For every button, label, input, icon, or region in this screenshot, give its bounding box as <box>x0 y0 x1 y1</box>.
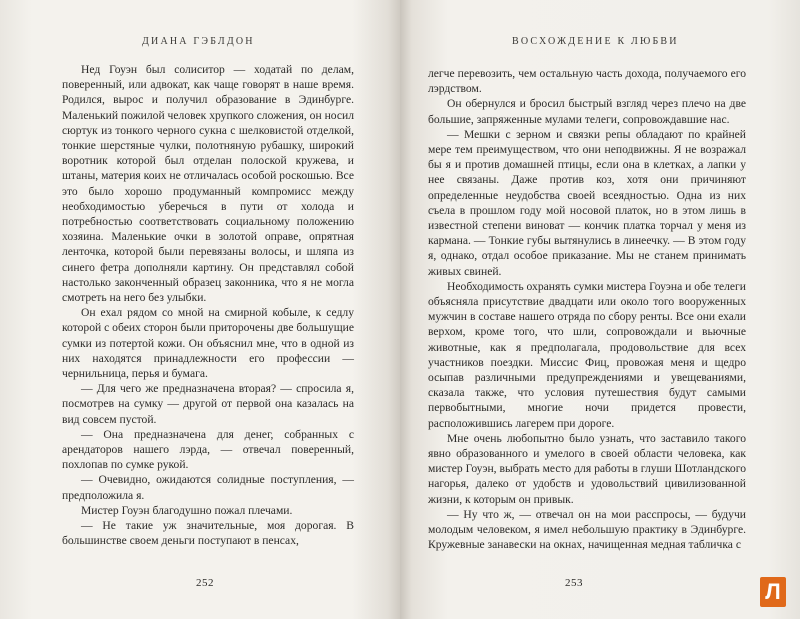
paragraph: Необходимость охранять сумки мистера Гоуэна и обе телеги объясняла присутствие двадцати или около того вооруженных мужчин в составе нашего отряда по сбору ренты. Все они ехали верхом, кроме того, что шли, сопровождали и вьючные животные, как я предполагала, продовольствие для всех участников поездки. Миссис Фиц, провожая меня и щедро осыпав различными предупреждениями и увещеваниями, сказала также, что условия путешествия будут самыми первобытными, многие ночи придется провести, расположившись лагерем при дороге. <box>428 279 746 430</box>
paragraph: — Для чего же предназначена вторая? — спросила я, посмотрев на сумку — другой от первой она казалась на вид совсем пустой. <box>62 382 354 426</box>
left-running-head: ДИАНА ГЭБЛДОН <box>142 36 255 47</box>
paragraph: легче перевозить, чем остальную часть дохода, получаемого его лэрдством. <box>428 67 746 96</box>
right-page <box>400 0 800 619</box>
paragraph: — Ну что ж, — отвечал он на мои расспросы, — будучи молодым человеком, я имел небольшую практику в Эдинбурге. Кружевные занавески на окнах, начищенная медная табличка с <box>428 507 746 552</box>
paragraph: Он ехал рядом со мной на смирной кобыле, к седлу которой с обеих сторон были приторочены две большущие сумки из потертой кожи. Он объяснил мне, что в одной из них находятся принадлежности его профессии — чернильница, перья и бумага. <box>62 306 354 381</box>
paragraph: Нед Гоуэн был солиситор — ходатай по делам, поверенный, или адвокат, как чаще говорят в наше время. Родился, вырос и получил образование в Эдинбурге. Маленький пожилой человек хрупкого сложения, он носил сюртук из тонкого черного сукна с шелковистой отделкой, тонкие шерстяные чулки, полотняную рубашку, широкий воротник которой был отделан полоской кружева, и штаны, материя коих не отличалась особой роскошью. Все это было хорошо продуманный компромисс между необходимостью уберечься в пути от холода и потребностью соответствовать социальному положению хозяина. Маленькие очки в золотой оправе, опрятная ленточка, которой были перевязаны волосы, и шляпа из синего фетра дополняли картину. Он представлял собой настолько законченный образец законника, что я не могла смотреть на него без улыбки. <box>62 63 354 305</box>
paragraph: Мистер Гоуэн благодушно пожал плечами. <box>81 503 293 517</box>
left-page-text <box>62 62 354 549</box>
paragraph: Мне очень любопытно было узнать, что заставило такого явно образованного и умелого в своей области человека, как мистер Гоуэн, выбрать место для работы в глуши Шотландского нагорья, далеко от удобств и удовольствий цивилизованной жизни, к которым он привык. <box>428 431 746 506</box>
left-page-number: 252 <box>196 577 214 589</box>
paragraph: — Очевидно, ожидаются солидные поступления, — предположила я. <box>62 473 354 502</box>
paragraph: — Мешки с зерном и связки репы обладают по крайней мере тем преимуществом, что они неподвижны. Я не возражал бы я и против домашней птицы, если она в клетках, а лапки у нее связаны. Даже против коз, хотя они причиняют определенные неудобства своей всеядностью. Одна из них съела в прошлом году мой носовой платок, но в этом лишь в известной степени виноват — кончик платка торчал у меня из кармана. — Тонкие губы вытянулись в линеечку. — В этом году я, однако, отдал особое приказание. Мы не станем принимать живых свиней. <box>428 127 746 278</box>
right-running-head: ВОСХОЖДЕНИЕ К ЛЮБВИ <box>512 36 679 47</box>
paragraph: Он обернулся и бросил быстрый взгляд через плечо на две большие, запряженные мулами телеги, сопровождавшие нас. <box>428 97 746 126</box>
paragraph: — Не такие уж значительные, моя дорогая. В большинстве своем деньги поступают в пенсах, <box>62 519 354 548</box>
right-page-number: 253 <box>565 577 583 589</box>
right-page-text <box>428 66 746 553</box>
paragraph: — Она предназначена для денег, собранных с арендаторов нашего лэрда, — отвечал поверенный, похлопав по сумке рукой. <box>62 427 354 472</box>
publisher-logo-icon: Л <box>760 577 786 607</box>
